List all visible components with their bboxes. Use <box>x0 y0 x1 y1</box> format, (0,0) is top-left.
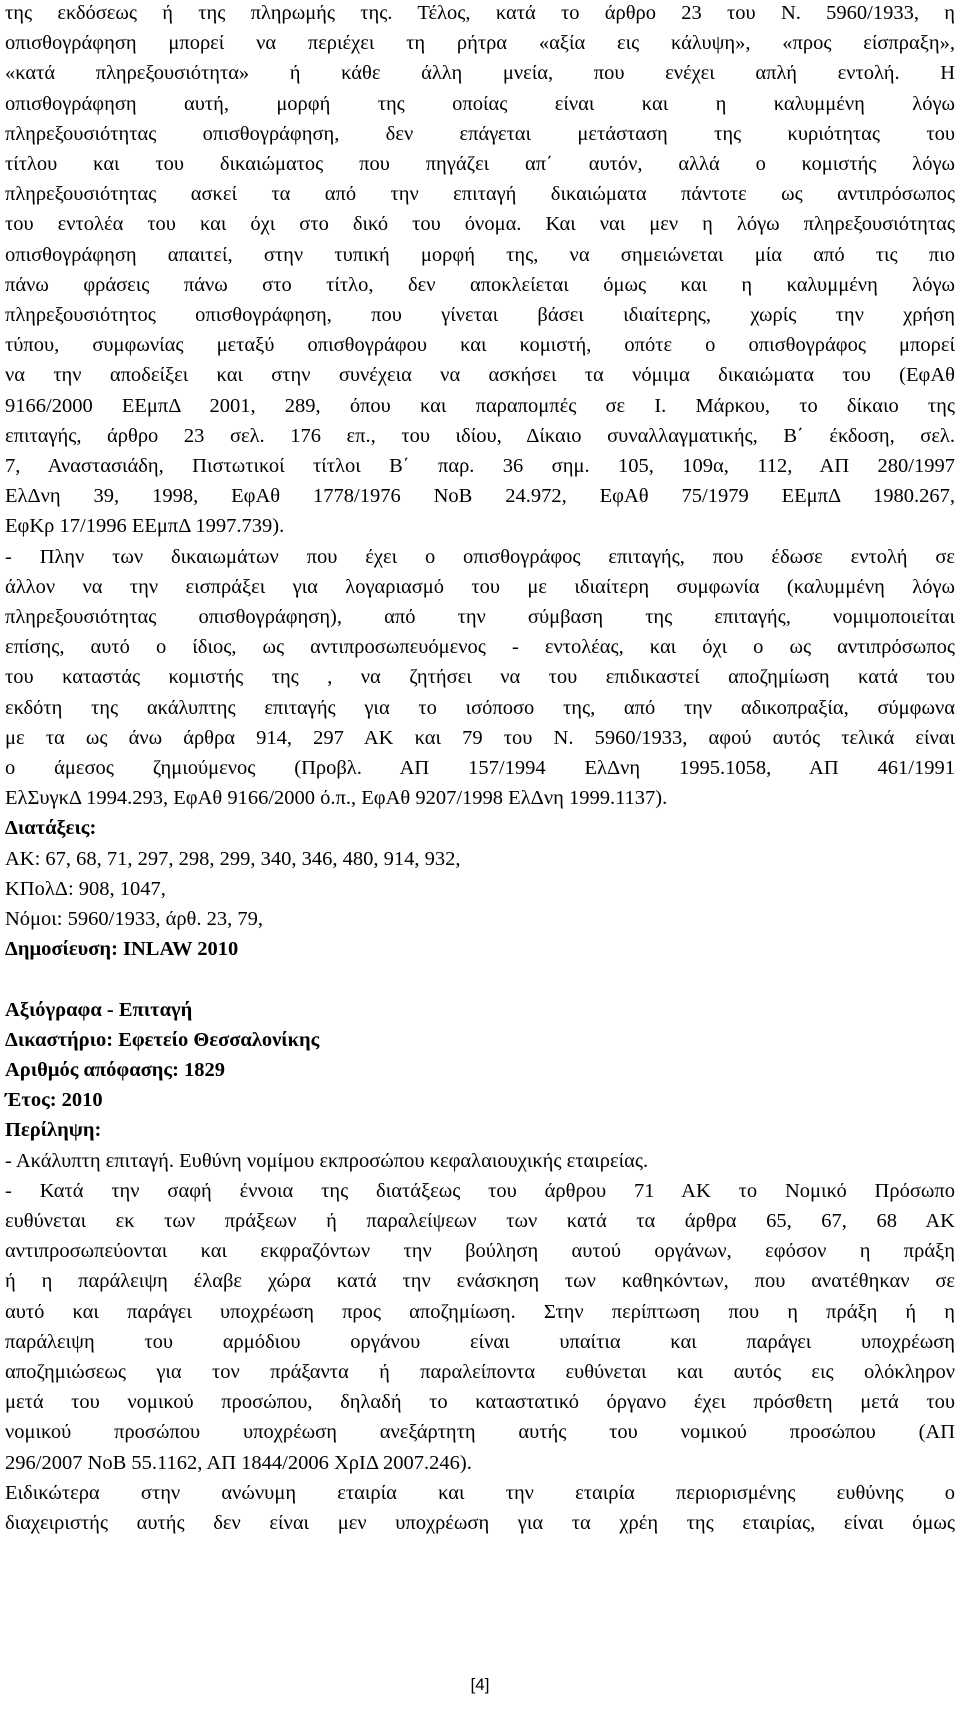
provision-item: ΑΚ: 67, 68, 71, 297, 298, 299, 340, 346, 480, 914, 932, <box>5 847 461 870</box>
text-line: 7, Αναστασιάδη, Πιστωτικοί τίτλοι Β΄ παρ. 36 σημ. 105, 109α, 112, ΑΠ 280/1997 <box>5 455 955 478</box>
text-line: «κατά πληρεξουσιότητα» ή κάθε άλλη μνεία, που ενέχει απλή εντολή. Η <box>5 62 955 85</box>
summary-section <box>5 1146 955 1539</box>
text-line: επιταγής, άρθρο 23 σελ. 176 επ., του ιδίου, Δίκαιο συναλλαγματικής, Β΄ έκδοση, σελ. <box>5 424 955 447</box>
text-line: της εκδόσεως ή της πληρωμής της. Τέλος, κατά το άρθρο 23 του Ν. 5960/1933, η <box>5 2 955 24</box>
text-line: οπισθογράφηση απαιτεί, στην τυπική μορφή της, να σημειώνεται μία από τις πιο <box>5 243 955 266</box>
text-line: οπισθογράφηση αυτή, μορφή της οποίας είναι και η καλυμμένη λόγω <box>5 92 955 115</box>
text-line: - Πλην των δικαιωμάτων που έχει ο οπισθογράφος επιταγής, που έδωσε εντολή σε <box>5 545 955 568</box>
text-line: 9166/2000 ΕΕμπΔ 2001, 289, όπου και παραπομπές σε Ι. Μάρκου, το δίκαιο της <box>5 394 955 417</box>
text-line: τίτλου και του δικαιώματος που πηγάζει απ΄ αυτόν, αλλά ο κομιστής λόγω <box>5 153 955 176</box>
text-line: 296/2007 ΝοΒ 55.1162, ΑΠ 1844/2006 ΧρΙΔ 2007.246). <box>5 1451 472 1474</box>
text-line: νομικού προσώπου υποχρέωση ανεξάρτητη αυτής του νομικού προσώπου (ΑΠ <box>5 1421 955 1444</box>
text-line: ΕλΣυγκΔ 1994.293, ΕφΑθ 9166/2000 ό.π., ΕφΑθ 9207/1998 ΕλΔνη 1999.1137). <box>5 787 668 810</box>
text-line: μετά του νομικού προσώπου, δηλαδή το καταστατικό όργανο έχει πρόσθετη μετά του <box>5 1391 955 1414</box>
text-line: να την αποδείξει και στην συνέχεια να ασκήσει τα νόμιμα δικαιώματα του (ΕφΑθ <box>5 364 955 387</box>
text-line: άλλον να την εισπράξει για λογαριασμό του με ιδιαίτερη συμφωνία (καλυμμένη λόγω <box>5 575 955 598</box>
text-line: ΕλΔνη 39, 1998, ΕφΑθ 1778/1976 ΝοΒ 24.972, ΕφΑθ 75/1979 ΕΕμπΔ 1980.267, <box>5 485 955 508</box>
decision-number: Αριθμός απόφασης: 1829 <box>5 1058 226 1081</box>
decision-title: Αξιόγραφα - Επιταγή <box>5 998 193 1021</box>
text-line: αυτό και παράγει υποχρέωση προς αποζημίωση. Στην περίπτωση που η πράξη ή η <box>5 1300 955 1323</box>
text-line: Ειδικώτερα στην ανώνυμη εταιρία και την εταιρία περιορισμένης ευθύνης ο <box>5 1481 955 1504</box>
text-line: ευθύνεται εκ των πράξεων ή παραλείψεων των κατά τα άρθρα 65, 67, 68 ΑΚ <box>5 1209 955 1232</box>
summary-first-line: - Ακάλυπτη επιταγή. Ευθύνη νομίμου εκπροσώπου κεφαλαιουχικής εταιρείας. <box>5 1149 649 1172</box>
text-line: αντιπροσωπεύονται και εκφραζόντων την βούληση αυτού οργάνων, εφόσον η πράξη <box>5 1240 955 1263</box>
section-spacer <box>5 965 955 995</box>
text-line: διαχειριστής αυτής δεν είναι μεν υποχρέωση για τα χρέη της εταιρίας, είναι όμως <box>5 1511 955 1534</box>
provision-item: ΚΠολΔ: 908, 1047, <box>5 877 166 900</box>
text-line: πληρεξουσιότητας ασκεί τα από την επιταγή δικαιώματα πάντοτε ως αντιπρόσωπος <box>5 183 955 206</box>
text-line: πληρεξουσιότητας οπισθογράφηση, δεν επάγεται μετάσταση της κυριότητας του <box>5 122 955 145</box>
text-line: οπισθογράφηση μπορεί να περιέχει τη ρήτρα «αξία εις κάλυψη», «προς είσπραξη», <box>5 32 955 55</box>
summary-heading: Περίληψη: <box>5 1119 102 1142</box>
text-line: πληρεξουσιότητας οπισθογράφηση), από την σύμβαση της επιταγής, νομιμοποιείται <box>5 606 955 629</box>
text-line: εκδότη της ακάλυπτης επιταγής για το ισόποσο της, από την αδικοπραξία, σύμφωνα <box>5 696 955 719</box>
page-number: [4] <box>470 1675 490 1694</box>
text-line: του εντολέα του και όχι στο δικό του όνομα. Και ναι μεν η λόγω πληρεξουσιότητας <box>5 213 955 236</box>
provision-item: Νόμοι: 5960/1933, άρθ. 23, 79, <box>5 908 263 931</box>
paragraph-endorser-rights <box>5 542 955 814</box>
paragraph-continuation <box>5 0 955 542</box>
decision-year: Έτος: 2010 <box>5 1089 103 1112</box>
text-line: ο άμεσος ζημιούμενος (Προβλ. ΑΠ 157/1994 ΕλΔνη 1995.1058, ΑΠ 461/1991 <box>5 757 955 780</box>
text-line: πληρεξουσιότητος οπισθογράφηση, που γίνεται βάσει ιδιαίτερης, χωρίς την χρήση <box>5 304 955 327</box>
text-line: ή η παράλειψη έλαβε χώρα κατά την ενάσκηση των καθηκόντων, που ανατέθηκαν σε <box>5 1270 955 1293</box>
text-line: ΕφΚρ 17/1996 ΕΕμπΔ 1997.739). <box>5 515 285 538</box>
document-body <box>5 0 955 1538</box>
decision-court: Δικαστήριο: Εφετείο Θεσσαλονίκης <box>5 1028 320 1051</box>
text-line: πάνω φράσεις πάνω στο τίτλο, δεν αποκλείεται όμως και η καλυμμένη λόγω <box>5 273 955 296</box>
text-line: - Κατά την σαφή έννοια της διατάξεως του άρθρου 71 ΑΚ το Νομικό Πρόσωπο <box>5 1179 955 1202</box>
provisions-heading: Διατάξεις: <box>5 817 97 840</box>
page-footer <box>0 1674 960 1696</box>
text-line: του καταστάς κομιστής της , να ζητήσει να του επιδικαστεί αποζημίωση κατά του <box>5 666 955 689</box>
text-line: με τα ως άνω άρθρα 914, 297 ΑΚ και 79 του Ν. 5960/1933, αφού αυτός τελικά είναι <box>5 726 955 749</box>
publication-line: Δημοσίευση: INLAW 2010 <box>5 938 239 961</box>
text-line: παράλειψη του αρμόδιου οργάνου είναι υπαίτια και παράγει υποχρέωση <box>5 1330 955 1353</box>
decision-header <box>5 995 955 1146</box>
text-line: αποζημιώσεως για τον πράξαντα ή παραλείποντα ευθύνεται και αυτός εις ολόκληρον <box>5 1360 955 1383</box>
text-line: τύπου, συμφωνίας μεταξύ οπισθογράφου και κομιστή, οπότε ο οπισθογράφος μπορεί <box>5 334 955 357</box>
text-line: επίσης, αυτό ο ίδιος, ως αντιπροσωπευόμενος - εντολέας, και όχι ο ως αντιπρόσωπος <box>5 636 955 659</box>
provisions-section <box>5 813 955 964</box>
